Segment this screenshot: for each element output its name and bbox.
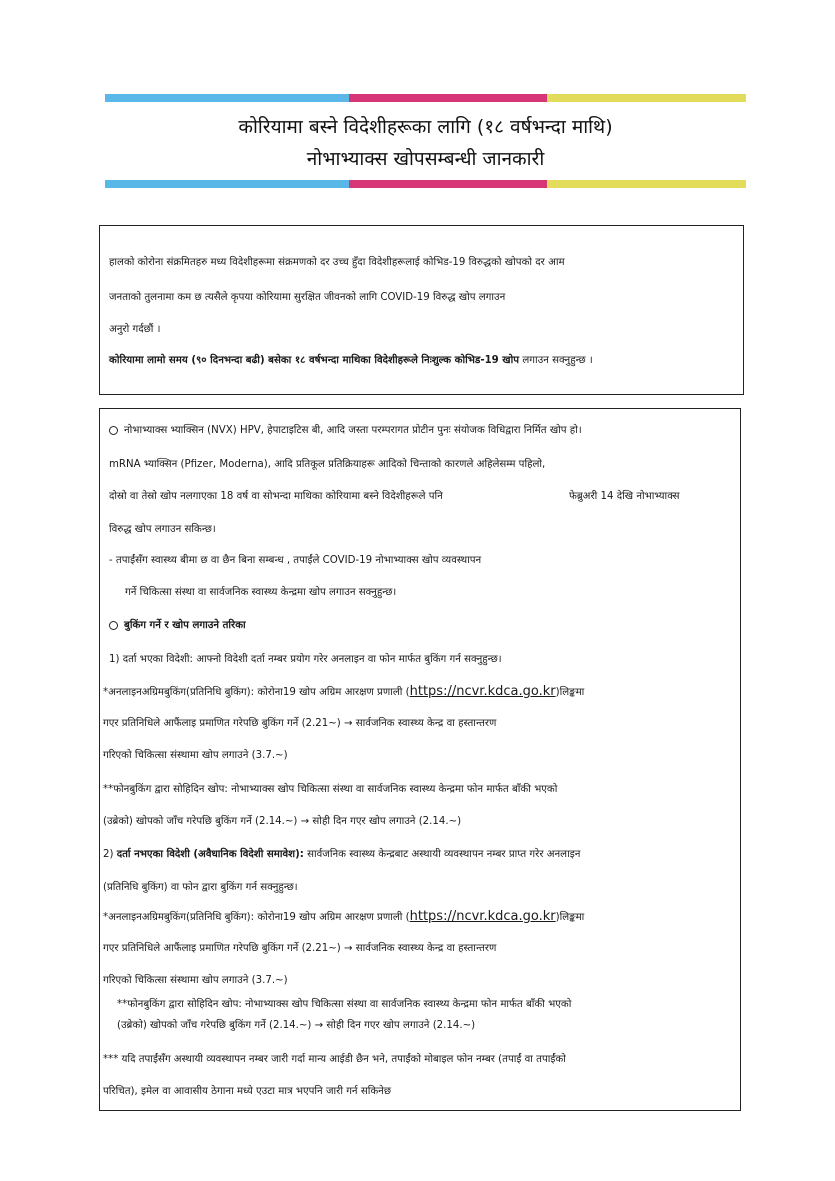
booking-heading	[109, 618, 246, 634]
novavax-intro-line2: mRNA भ्याक्सिन (Pfizer, Moderna), आदि प्रतिकूल प्रतिक्रियाहरू आदिको चिन्ताको कारणले अहिलेसम्म पहिलो,	[109, 459, 546, 470]
top-color-bar	[105, 94, 746, 102]
note-line2: परिचित), इमेल वा आवासीय ठेगाना मध्ये एउटा मात्र भएपनि जारी गर्न सकिनेछ	[103, 1086, 391, 1097]
color-bar-magenta	[349, 180, 547, 188]
ncvr-link[interactable]: https://ncvr.kdca.go.kr	[409, 684, 556, 699]
novavax-intro-line4: विरुद्ध खोप लगाउन सकिन्छ।	[109, 524, 216, 535]
intro-line1: हालको कोरोना संक्रमितहरु मध्य विदेशीहरूमा संक्रमणको दर उच्च हुँदा विदेशीहरूलाई कोभिड-19 विरुद्धको खोपको दर आम	[109, 257, 565, 268]
novavax-intro-line3b: फेब्रुअरी 14 देखि नोभाभ्याक्स	[569, 491, 680, 502]
s1-phone-line2: (उब्रेको) खोपको जाँच गरेपछि बुकिंग गर्ने (2.14.~) → सोही दिन गएर खोप लगाउने (2.14.~)	[103, 816, 462, 827]
novavax-intro-line3a: दोस्रो वा तेस्रो खोप नलगाएका 18 वर्ष वा सोभन्दा माथिका कोरियामा बस्ने विदेशीहरूले पनि	[109, 491, 443, 502]
s2-phone-line1: **फोनबुकिंग द्वारा सोहिदिन खोप: नोभाभ्याक्स खोप चिकित्सा संस्था वा सार्वजनिक स्वास्थ्य केन्द्रमा फोन मार्फत बाँकी भएको	[117, 999, 572, 1010]
s1-online-prefix: *अनलाइनअग्रिमबुकिंग(प्रतिनिधि बुकिंग): कोरोना19 खोप अग्रिम आरक्षण प्रणाली (	[103, 687, 410, 698]
ncvr-link[interactable]: https://ncvr.kdca.go.kr	[409, 909, 556, 924]
bullet-circle-icon	[109, 426, 118, 435]
intro-free-vaccine-bold: कोरियामा लामो समय (९० दिनभन्दा बढी) बसेका १८ वर्षभन्दा माथिका विदेशीहरूले निःशुल्क कोभिड-19 खोप	[109, 355, 520, 366]
novavax-intro-line1	[109, 423, 582, 439]
booking-heading-text: बुकिंग गर्ने र खोप लगाउने तरिका	[124, 620, 246, 631]
s1-online-line4: गरिएको चिकित्सा संस्थामा खोप लगाउने (3.7.~)	[103, 750, 288, 761]
s2-bold-heading: दर्ता नभएका विदेशी (अवैधानिक विदेशी समावेश):	[116, 849, 304, 860]
page-title-line2: नोभाभ्याक्स खोपसम्बन्धी जानकारी	[306, 148, 545, 170]
s2-online-line4: गएर प्रतिनिधिले आफैंलाइ प्रमाणित गरेपछि बुकिंग गर्ने (2.21~) → सार्वजनिक स्वास्थ्य केन्द्र वा हस्तान्तरण	[103, 943, 497, 954]
unregistered-foreigner-line	[103, 847, 580, 863]
color-bar-yellow	[547, 180, 746, 188]
color-bar-magenta	[349, 94, 547, 102]
registered-foreigner-line: 1) दर्ता भएका विदेशी: आफ्नो विदेशी दर्ता नम्बर प्रयोग गरेर अनलाइन वा फोन मार्फत बुकिंग गर्न सक्नुहुन्छ।	[109, 654, 502, 665]
intro-free-vaccine-rest: लगाउन सक्नुहुन्छ ।	[522, 355, 593, 366]
insurance-line2: गर्ने चिकित्सा संस्था वा सार्वजनिक स्वास्थ्य केन्द्रमा खोप लगाउन सक्नुहुन्छ।	[125, 587, 397, 598]
s2-online-prefix: *अनलाइनअग्रिमबुकिंग(प्रतिनिधि बुकिंग): कोरोना19 खोप अग्रिम आरक्षण प्रणाली (	[103, 912, 410, 923]
page-title-line1: कोरियामा बस्ने विदेशीहरूका लागि (१८ वर्षभन्दा माथि)	[238, 116, 613, 138]
s2-phone-line2: (उब्रेको) खोपको जाँच गरेपछि बुकिंग गर्ने (2.14.~) → सोही दिन गएर खोप लगाउने (2.14.~)	[117, 1020, 476, 1031]
intro-line4	[109, 353, 593, 369]
novavax-intro-text1: नोभाभ्याक्स भ्याक्सिन (NVX) HPV, हेपाटाइटिस बी, आदि जस्ता परम्परागत प्रोटीन पुनः संयोजक विधिद्वारा निर्मित खोप हो।	[124, 425, 582, 436]
s2-online-line5: गरिएको चिकित्सा संस्थामा खोप लगाउने (3.7.~)	[103, 975, 288, 986]
note-line1: *** यदि तपाईंसँग अस्थायी व्यवस्थापन नम्बर जारी गर्दा मान्य आईडी छैन भने, तपाईंको मोबाइल फोन नम्बर (तपाईं वा तपाईंको	[103, 1054, 566, 1065]
s2-line2: (प्रतिनिधि बुकिंग) वा फोन द्वारा बुकिंग गर्न सक्नुहुन्छ।	[103, 882, 298, 893]
s2-rest: सार्वजनिक स्वास्थ्य केन्द्रबाट अस्थायी व्यवस्थापन नम्बर प्राप्त गरेर अनलाइन	[307, 849, 581, 860]
color-bar-blue	[105, 180, 349, 188]
intro-line3: अनुरो गर्दछौं ।	[109, 324, 161, 335]
s1-online-booking-line	[103, 684, 584, 701]
s1-online-line3: गएर प्रतिनिधिले आफैंलाइ प्रमाणित गरेपछि बुकिंग गर्ने (2.21~) → सार्वजनिक स्वास्थ्य केन्द्र वा हस्तान्तरण	[103, 718, 497, 729]
s2-online-booking-line	[103, 909, 584, 926]
intro-box	[99, 225, 744, 395]
bottom-color-bar	[105, 180, 746, 188]
insurance-line1: - तपाईंसँग स्वास्थ्य बीमा छ वा छैन बिना सम्बन्ध , तपाईंले COVID-19 नोभाभ्याक्स खोप व्यवस्थापन	[109, 555, 482, 566]
s1-online-suffix: )लिङ्कमा	[555, 687, 585, 698]
bullet-circle-icon	[109, 621, 118, 630]
color-bar-yellow	[547, 94, 746, 102]
color-bar-blue	[105, 94, 349, 102]
s2-online-suffix: )लिङ्कमा	[555, 912, 585, 923]
s1-phone-line1: **फोनबुकिंग द्वारा सोहिदिन खोप: नोभाभ्याक्स खोप चिकित्सा संस्था वा सार्वजनिक स्वास्थ्य केन्द्रमा फोन मार्फत बाँकी भएको	[103, 784, 558, 795]
s2-number: 2)	[103, 849, 114, 860]
intro-line2: जनताको तुलनामा कम छ त्यसैले कृपया कोरियामा सुरक्षित जीवनको लागि COVID-19 विरुद्ध खोप लगाउन	[109, 292, 506, 303]
